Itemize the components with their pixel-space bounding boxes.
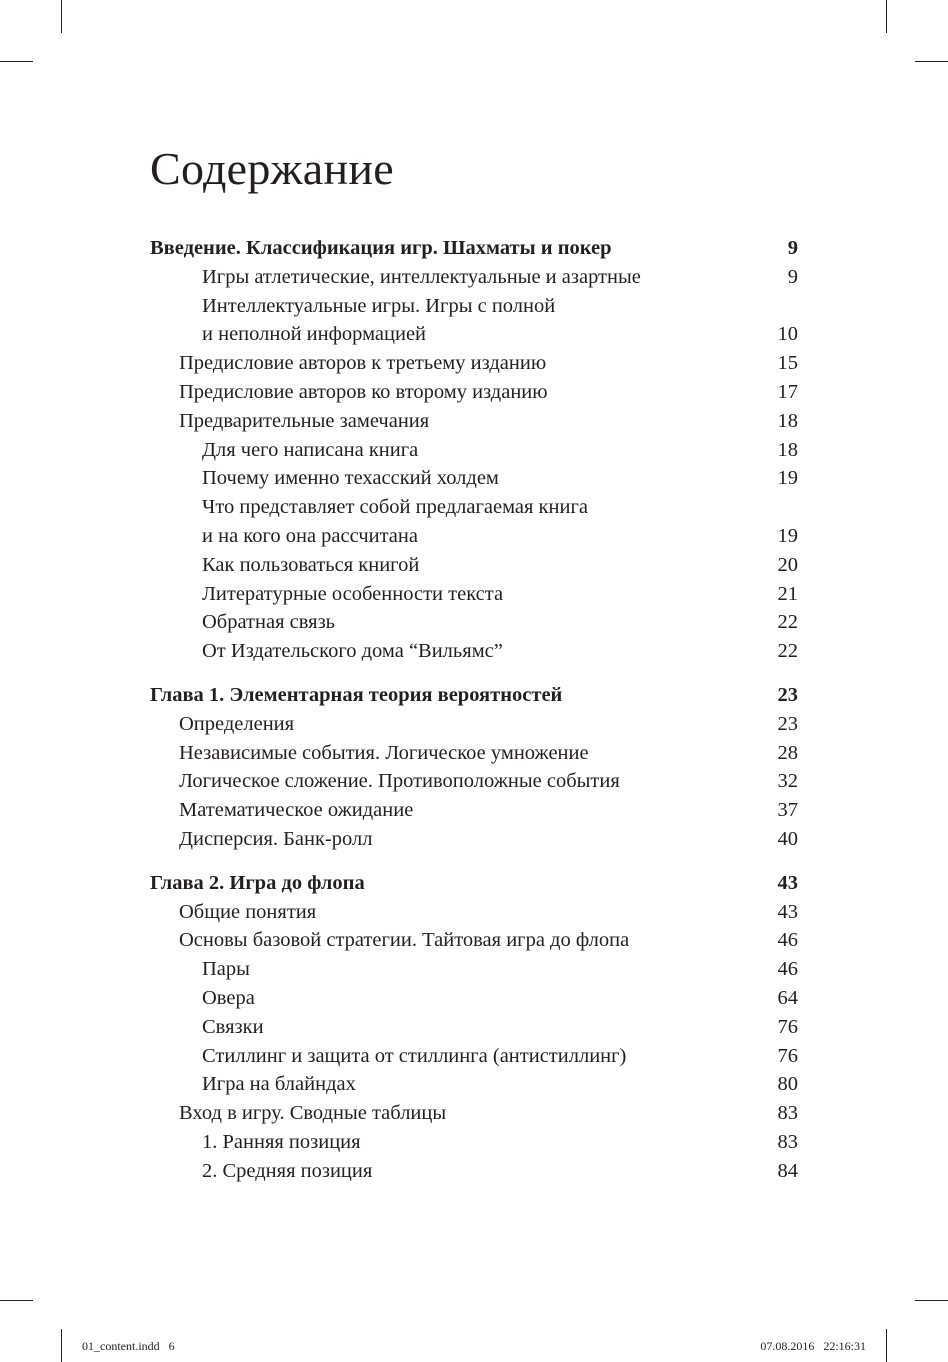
crop-mark (886, 0, 887, 33)
toc-page-number: 9 (787, 265, 798, 288)
toc-page-number: 32 (777, 770, 798, 793)
toc-entry (150, 493, 798, 551)
toc-chapter-entry (150, 234, 798, 263)
toc-entry-title: От Издательского дома “Вильямс” (202, 640, 503, 663)
toc-page-number: 43 (777, 871, 798, 894)
toc-entry-title: Определения (179, 712, 295, 735)
toc-page-number: 80 (777, 1073, 798, 1096)
toc-entry (150, 710, 798, 739)
toc-page-number: 9 (787, 237, 798, 259)
toc-entry (150, 984, 798, 1013)
toc-entry (150, 1070, 798, 1099)
toc-page-number: 43 (777, 900, 798, 923)
toc-entry-title: Что представляет собой предлагаемая книга и на кого она рассчитана (202, 496, 588, 547)
toc-entry (150, 955, 798, 984)
toc-entry (150, 898, 798, 927)
toc-entry-title: Глава 1. Элементарная теория вероятностей (150, 683, 563, 706)
toc-page-number: 10 (777, 323, 798, 346)
footer-left: 01_content.indd 6 (82, 1339, 175, 1353)
toc-entry (150, 378, 798, 407)
toc-entry (150, 926, 798, 955)
toc-page-number: 76 (777, 1015, 798, 1038)
toc-page-number: 23 (777, 712, 798, 735)
toc-entry (150, 1013, 798, 1042)
toc-entry-title: Введение. Классификация игр. Шахматы и покер (150, 237, 612, 259)
crop-mark (0, 1300, 33, 1301)
toc-page-number: 18 (777, 409, 798, 432)
crop-mark (61, 0, 62, 33)
toc-entry (150, 1157, 798, 1186)
table-of-contents (150, 234, 798, 1186)
toc-chapter-entry (150, 681, 798, 710)
crop-mark (915, 61, 948, 62)
toc-entry-title: Математическое ожидание (179, 799, 414, 822)
toc-entry (150, 608, 798, 637)
toc-entry-title: Для чего написана книга (202, 438, 419, 461)
toc-entry-title: Игры атлетические, интеллектуальные и азартные (202, 265, 641, 288)
toc-entry-title: Интеллектуальные игры. Игры с полной и неполной информацией (202, 294, 556, 346)
toc-page-number: 22 (777, 640, 798, 663)
toc-page-number: 40 (777, 827, 798, 850)
toc-entry (150, 407, 798, 436)
crop-mark (61, 1329, 62, 1362)
toc-page-number: 83 (777, 1102, 798, 1125)
toc-page-number: 19 (777, 524, 798, 547)
toc-entry (150, 739, 798, 768)
toc-entry-title: Дисперсия. Банк-ролл (179, 827, 373, 850)
toc-page-number: 46 (777, 929, 798, 952)
toc-entry-title: Предварительные замечания (179, 409, 430, 432)
toc-page-number: 19 (777, 467, 798, 490)
toc-entry (150, 1042, 798, 1071)
toc-page-number: 23 (777, 683, 798, 706)
toc-entry-title: Предисловие авторов к третьему изданию (179, 352, 547, 375)
toc-chapter-entry (150, 869, 798, 898)
toc-entry (150, 767, 798, 796)
toc-entry-title: 1. Ранняя позиция (202, 1130, 361, 1153)
toc-entry (150, 637, 798, 666)
toc-entry (150, 292, 798, 350)
toc-entry-title: Как пользоваться книгой (202, 553, 420, 576)
toc-page-number: 37 (777, 799, 798, 822)
toc-page-number: 28 (777, 741, 798, 764)
toc-entry-title: Глава 2. Игра до флопа (150, 871, 365, 894)
toc-entry (150, 580, 798, 609)
toc-page-number: 18 (777, 438, 798, 461)
toc-entry (150, 1099, 798, 1128)
toc-entry-title: Связки (202, 1015, 264, 1038)
toc-entry (150, 349, 798, 378)
crop-mark (0, 61, 33, 62)
toc-entry-title: Логическое сложение. Противоположные события (179, 770, 620, 793)
footer-right: 07.08.2016 22:16:31 (760, 1339, 866, 1353)
toc-entry-title: Общие понятия (179, 900, 317, 923)
toc-entry-title: Пары (202, 958, 250, 981)
toc-entry (150, 464, 798, 493)
toc-page-number: 84 (777, 1159, 798, 1182)
toc-entry (150, 263, 798, 292)
toc-page-number: 46 (777, 958, 798, 981)
page-title: Содержание (150, 143, 395, 194)
toc-entry-title: Предисловие авторов ко второму изданию (179, 380, 548, 403)
toc-entry-title: Независимые события. Логическое умножение (179, 741, 589, 764)
toc-entry-title: Обратная связь (202, 611, 336, 634)
toc-page-number: 64 (777, 986, 798, 1009)
toc-entry-title: Литературные особенности текста (202, 582, 504, 605)
toc-page-number: 76 (777, 1044, 798, 1067)
toc-entry-title: Почему именно техасский холдем (202, 467, 499, 490)
toc-entry (150, 1128, 798, 1157)
toc-page-number: 15 (777, 352, 798, 375)
toc-page-number: 22 (777, 611, 798, 634)
toc-entry-title: 2. Средняя позиция (202, 1159, 373, 1182)
toc-page-number: 20 (777, 553, 798, 576)
toc-entry (150, 796, 798, 825)
toc-entry (150, 825, 798, 854)
toc-entry-title: Игра на блайндах (202, 1073, 356, 1096)
toc-entry-title: Овера (202, 986, 255, 1009)
toc-entry (150, 551, 798, 580)
toc-entry (150, 436, 798, 465)
toc-entry-title: Стиллинг и защита от стиллинга (антистиллинг) (202, 1044, 627, 1067)
toc-entry-title: Основы базовой стратегии. Тайтовая игра до флопа (179, 929, 630, 952)
toc-entry-title: Вход в игру. Сводные таблицы (179, 1102, 447, 1125)
crop-mark (886, 1329, 887, 1362)
toc-page-number: 21 (777, 582, 798, 605)
toc-page-number: 83 (777, 1130, 798, 1153)
toc-page-number: 17 (777, 380, 798, 403)
crop-mark (915, 1300, 948, 1301)
